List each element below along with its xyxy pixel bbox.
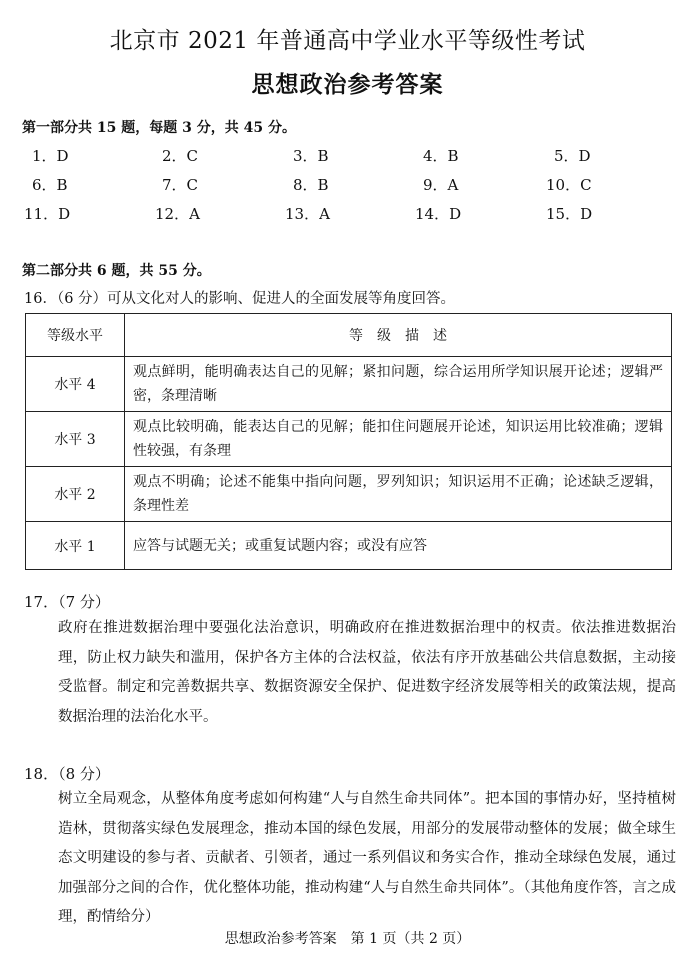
table-row bbox=[26, 357, 672, 412]
answer-item: 1．D bbox=[32, 147, 69, 165]
column-header: 等级水平 bbox=[26, 314, 125, 357]
level-cell: 水平 4 bbox=[26, 357, 125, 412]
q17-heading: 17．（7 分） bbox=[24, 593, 110, 611]
level-cell: 水平 3 bbox=[26, 412, 125, 467]
q18-heading: 18．（8 分） bbox=[24, 765, 110, 783]
table-row bbox=[26, 522, 672, 570]
level-cell: 水平 2 bbox=[26, 467, 125, 522]
table-row bbox=[26, 467, 672, 522]
page-footer: 思想政治参考答案 第 1 页（共 2 页） bbox=[224, 931, 471, 947]
answer-item: 14．D bbox=[415, 205, 462, 223]
answer-item: 3．B bbox=[293, 147, 329, 165]
answer-item: 13．A bbox=[285, 205, 330, 223]
level-cell: 水平 1 bbox=[26, 522, 125, 570]
answer-item: 11．D bbox=[24, 205, 71, 223]
answer-item: 7．C bbox=[162, 176, 199, 194]
grading-table bbox=[25, 313, 672, 570]
q18-answer: 树立全局观念，从整体角度考虑如何构建“人与自然生命共同体”。把本国的事情办好，坚持植树造林，贯彻落实绿色发展理念，推动本国的绿色发展，用部分的发展带动整体的发展；做全球生态文明建设的参与者、贡献者、引领者，通过一系列倡议和务实合作，推动全球绿色发展，通过加强部分之间的合作，优化整体功能，推动构建“人与自然生命共同体”。（其他角度作答，言之成理，酌情给分） bbox=[58, 791, 676, 925]
answer-item: 9．A bbox=[423, 176, 459, 194]
description-cell: 观点比较明确，能表达自己的见解；能扣住问题展开论述，知识运用比较准确；逻辑性较强，有条理 bbox=[125, 412, 672, 467]
answer-item: 4．B bbox=[423, 147, 459, 165]
q16-prompt: 16．（6 分）可从文化对人的影响、促进人的全面发展等角度回答。 bbox=[24, 291, 456, 307]
description-cell: 应答与试题无关；或重复试题内容；或没有应答 bbox=[125, 522, 672, 570]
part1-heading: 第一部分共 15 题，每题 3 分，共 45 分。 bbox=[22, 120, 296, 136]
column-header: 等 级 描 述 bbox=[125, 314, 672, 357]
answer-item: 5．D bbox=[554, 147, 591, 165]
answer-item: 15．D bbox=[546, 205, 593, 223]
table-row bbox=[26, 412, 672, 467]
part2-heading: 第二部分共 6 题，共 55 分。 bbox=[22, 263, 211, 279]
answer-item: 6．B bbox=[32, 176, 68, 194]
exam-title: 北京市 2021 年普通高中学业水平等级性考试 bbox=[109, 28, 586, 54]
answer-item: 2．C bbox=[162, 147, 199, 165]
description-cell: 观点不明确；论述不能集中指向问题，罗列知识；知识运用不正确；论述缺乏逻辑，条理性差 bbox=[125, 467, 672, 522]
answer-item: 8．B bbox=[293, 176, 329, 194]
q17-answer: 政府在推进数据治理中要强化法治意识，明确政府在推进数据治理中的权责。依法推进数据治理，防止权力缺失和滥用，保护各方主体的合法权益，依法有序开放基础公共信息数据，主动接受监督。制定和完善数据共享、数据资源安全保护、促进数字经济发展等相关的政策法规，提高数据治理的法治化水平。 bbox=[58, 620, 676, 725]
answer-item: 10．C bbox=[546, 176, 592, 194]
table-header-row bbox=[26, 314, 672, 357]
description-cell: 观点鲜明，能明确表达自己的见解；紧扣问题，综合运用所学知识展开论述；逻辑严密，条理清晰 bbox=[125, 357, 672, 412]
answer-key-title: 思想政治参考答案 bbox=[251, 71, 444, 98]
answer-item: 12．A bbox=[155, 205, 200, 223]
